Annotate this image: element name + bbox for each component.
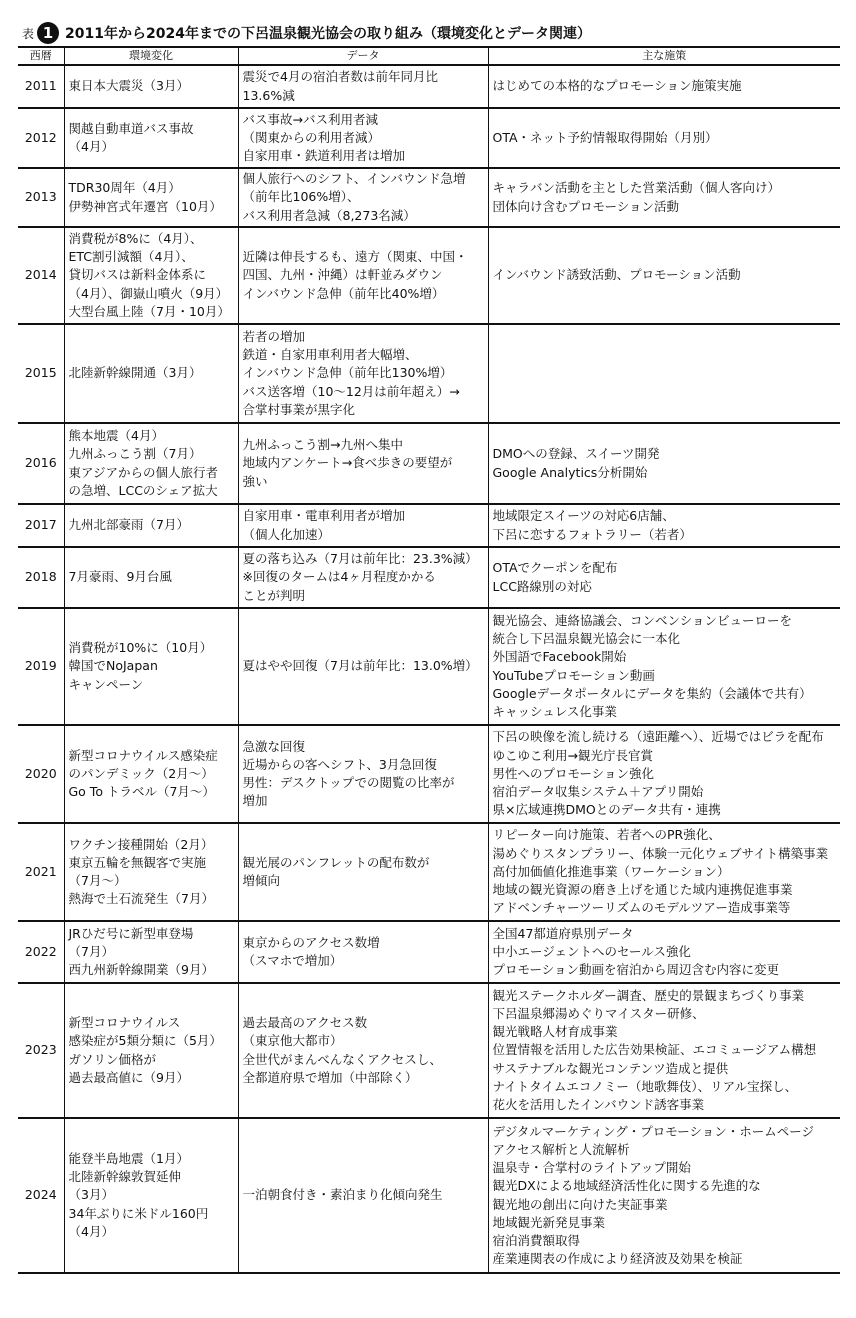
table-row [18, 324, 840, 423]
table-row [18, 227, 840, 324]
col-header-env: 環境変化 [64, 47, 238, 65]
data-cell: 過去最高のアクセス数 （東京他大都市） 全世代がまんべんなくアクセスし、 全都道府県で増加（中部除く） [238, 983, 488, 1118]
year-cell: 2011 [18, 65, 64, 108]
table-row [18, 504, 840, 547]
env-cell: 九州北部豪雨（7月） [64, 504, 238, 547]
env-cell: JRひだ号に新型車登場 （7月） 西九州新幹線開業（9月） [64, 921, 238, 983]
env-cell: ワクチン接種開始（2月） 東京五輪を無観客で実施 （7月～） 熱海で土石流発生（7月） [64, 823, 238, 921]
year-cell: 2016 [18, 423, 64, 504]
col-header-measures: 主な施策 [488, 47, 840, 65]
measures-cell: はじめての本格的なプロモーション施策実施 [488, 65, 840, 108]
env-cell: 熊本地震（4月） 九州ふっこう割（7月） 東アジアからの個人旅行者 の急増、LCCのシェア拡大 [64, 423, 238, 504]
data-cell: 一泊朝食付き・素泊まり化傾向発生 [238, 1118, 488, 1273]
table-row [18, 108, 840, 168]
env-cell: 消費税が10%に（10月） 韓国でNoJapan キャンペーン [64, 608, 238, 725]
table-row [18, 1118, 840, 1273]
table-row [18, 547, 840, 608]
data-cell: 東京からのアクセス数増 （スマホで増加） [238, 921, 488, 983]
measures-cell: OTA・ネット予約情報取得開始（月別） [488, 108, 840, 168]
env-cell: 7月豪雨、9月台風 [64, 547, 238, 608]
year-cell: 2018 [18, 547, 64, 608]
measures-cell: キャラバン活動を主とした営業活動（個人客向け） 団体向け含むプロモーション活動 [488, 168, 840, 227]
measures-cell: OTAでクーポンを配布 LCC路線別の対応 [488, 547, 840, 608]
table-row [18, 423, 840, 504]
year-cell: 2015 [18, 324, 64, 423]
table-prefix: 表 [22, 26, 35, 41]
measures-cell: 下呂の映像を流し続ける（遠距離へ）、近場ではビラを配布 ゆこゆこ利用→観光庁長官賞 男性へのプロモーション強化 宿泊データ収集システム＋アプリ開始 県×広域連携DMOとのデータ共有・連携 [488, 725, 840, 823]
data-cell: 夏はやや回復（7月は前年比：13.0%増） [238, 608, 488, 725]
year-cell: 2017 [18, 504, 64, 547]
env-cell: TDR30周年（4月） 伊勢神宮式年遷宮（10月） [64, 168, 238, 227]
table-title: 2011年から2024年までの下呂温泉観光協会の取り組み（環境変化とデータ関連） [65, 26, 591, 42]
year-cell: 2013 [18, 168, 64, 227]
measures-cell: インバウンド誘致活動、プロモーション活動 [488, 227, 840, 324]
measures-cell: リピーター向け施策、若者へのPR強化、 湯めぐりスタンプラリー、体験一元化ウェブサイト構築事業 高付加価値化推進事業（ワーケーション） 地域の観光資源の磨き上げを通じた域内連携促進事業 アドベンチャーツーリズムのモデルツアー造成事業等 [488, 823, 840, 921]
data-cell: 観光展のパンフレットの配布数が 増傾向 [238, 823, 488, 921]
year-cell: 2024 [18, 1118, 64, 1273]
data-cell: 若者の増加 鉄道・自家用車利用者大幅増、 インバウンド急伸（前年比130%増） バス送客増（10～12月は前年超え）→ 合掌村事業が黒字化 [238, 324, 488, 423]
measures-cell: DMOへの登録、スイーツ開発 Google Analytics分析開始 [488, 423, 840, 504]
year-cell: 2023 [18, 983, 64, 1118]
data-cell: バス事故→バス利用者減 （関東からの利用者減） 自家用車・鉄道利用者は増加 [238, 108, 488, 168]
year-cell: 2012 [18, 108, 64, 168]
measures-cell: 観光ステークホルダー調査、歴史的景観まちづくり事業 下呂温泉郷湯めぐりマイスター研修、 観光戦略人材育成事業 位置情報を活用した広告効果検証、エコミュージアム構想 サステナブルな観光コンテンツ造成と提供 ナイトタイムエコノミー（地歌舞伎）、リアル宝探し、 花火を活用したインバウンド誘客事業 [488, 983, 840, 1118]
measures-cell: デジタルマーケティング・プロモーション・ホームページ アクセス解析と人流解析 温泉寺・合掌村のライトアップ開始 観光DXによる地域経済活性化に関する先進的な 観光地の創出に向けた実証事業 地域観光新発見事業 宿泊消費額取得 産業連関表の作成により経済波及効果を検証 [488, 1118, 840, 1273]
table-row [18, 921, 840, 983]
year-cell: 2021 [18, 823, 64, 921]
col-header-year: 西暦 [18, 47, 64, 65]
table-row [18, 823, 840, 921]
data-cell: 九州ふっこう割→九州へ集中 地域内アンケート→食べ歩きの要望が 強い [238, 423, 488, 504]
env-cell: 北陸新幹線開通（3月） [64, 324, 238, 423]
table-row [18, 168, 840, 227]
data-cell: 自家用車・電車利用者が増加 （個人化加速） [238, 504, 488, 547]
measures-cell [488, 324, 840, 423]
data-cell: 震災で4月の宿泊者数は前年同月比 13.6%減 [238, 65, 488, 108]
measures-cell: 全国47都道府県別データ 中小エージェントへのセールス強化 プロモーション動画を宿泊から周辺含む内容に変更 [488, 921, 840, 983]
data-cell: 個人旅行へのシフト、インバウンド急増 （前年比106%増）、 バス利用者急減（8,273名減） [238, 168, 488, 227]
table-row [18, 725, 840, 823]
header-row [18, 47, 840, 65]
env-cell: 関越自動車道バス事故 （4月） [64, 108, 238, 168]
data-cell: 急激な回復 近場からの客へシフト、3月急回復 男性：デスクトップでの閲覧の比率が 増加 [238, 725, 488, 823]
year-cell: 2014 [18, 227, 64, 324]
year-cell: 2020 [18, 725, 64, 823]
data-cell: 夏の落ち込み（7月は前年比：23.3%減） ※回復のタームは4ヶ月程度かかる ことが判明 [238, 547, 488, 608]
table-row [18, 65, 840, 108]
env-cell: 新型コロナウイルス 感染症が5類分類に（5月） ガソリン価格が 過去最高値に（9月） [64, 983, 238, 1118]
measures-cell: 観光協会、連絡協議会、コンベンションビューローを 統合し下呂温泉観光協会に一本化 外国語でFacebook開始 YouTubeプロモーション動画 Googleデータポータルにデータを集約（会議体で共有） キャッシュレス化事業 [488, 608, 840, 725]
year-cell: 2022 [18, 921, 64, 983]
env-cell: 消費税が8%に（4月）、 ETC割引減額（4月）、 貸切バスは新料金体系に （4月）、御嶽山噴火（9月） 大型台風上陸（7月・10月） [64, 227, 238, 324]
env-cell: 新型コロナウイルス感染症 のパンデミック（2月～） Go To トラベル（7月～） [64, 725, 238, 823]
env-cell: 東日本大震災（3月） [64, 65, 238, 108]
table-row [18, 983, 840, 1118]
table-number-badge: 1 [37, 22, 59, 44]
timeline-table [18, 46, 840, 1274]
data-cell: 近隣は伸長するも、遠方（関東、中国・ 四国、九州・沖縄）は軒並みダウン インバウンド急伸（前年比40%増） [238, 227, 488, 324]
measures-cell: 地域限定スイーツの対応6店舗、 下呂に恋するフォトラリー（若者） [488, 504, 840, 547]
table-caption [22, 20, 591, 46]
table-row [18, 608, 840, 725]
year-cell: 2019 [18, 608, 64, 725]
env-cell: 能登半島地震（1月） 北陸新幹線敦賀延伸 （3月） 34年ぶりに米ドル160円 （4月） [64, 1118, 238, 1273]
col-header-data: データ [238, 47, 488, 65]
